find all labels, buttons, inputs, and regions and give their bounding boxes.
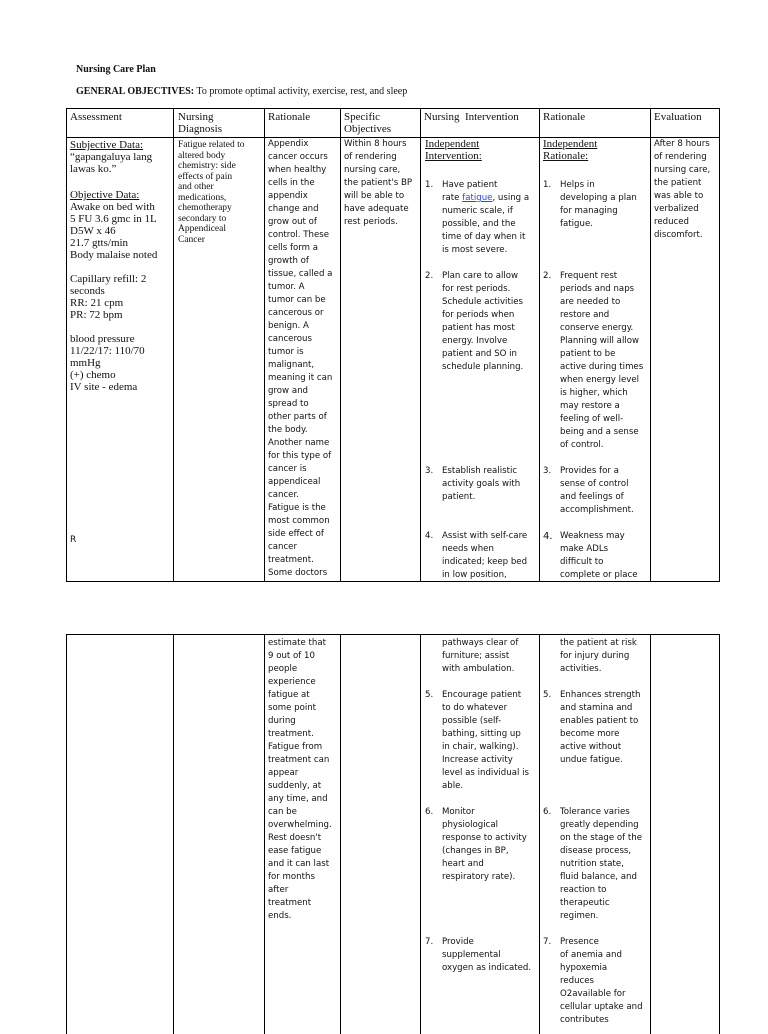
document-title: Nursing Care Plan xyxy=(76,64,156,75)
objectives-label: GENERAL OBJECTIVES: xyxy=(76,86,195,97)
independent-rationale-heading: Independent Rationale: xyxy=(543,138,598,162)
header-nursing-intervention: Nursing Intervention xyxy=(424,111,519,123)
rationale-text-page-1: Appendix cancer occurs when healthy cells in the appendix change and grow out of control. These cells form a growth of tissue, called a tumor. A tumor can be cancerous or benign. A cancerous tumor is malignant, meaning it can grow and spread to other parts of the body. Another name for this type of cancer is appendiceal cancer. Fatigue is the most common side effect of cancer treatment. Some doctors xyxy=(268,139,333,578)
subjective-data-label: Subjective Data: xyxy=(70,139,144,151)
specific-objectives-text: Within 8 hours of rendering nursing care, the patient's BP will be able to have adequate rest periods. xyxy=(344,139,413,227)
rationale-item-2: 2. Frequent rest periods and naps are needed to restore and conserve energy. Planning will allow patient to be active during times when energy level is higher, which may restore a feeling of well- being and a sense of control. xyxy=(543,271,644,450)
evaluation-text: After 8 hours of rendering nursing care, the patient was able to verbalized reduced discomfort. xyxy=(654,139,711,240)
rationale-item-4-continued: the patient at risk for injury during activities. xyxy=(560,638,637,674)
rationale-item-1: 1. Helps in developing a plan for managing fatigue. xyxy=(543,180,637,229)
rationale-text-page-2: estimate that 9 out of 10 people experience fatigue at some point during treatment. Fatigue from treatment can appear suddenly, at any time, and can be overwhelming. Rest doesn't ease fatigue and it can last for months after treatment ends. xyxy=(268,638,332,921)
intervention-item-7: 7. Provide supplemental oxygen as indicated. xyxy=(425,937,532,973)
intervention-item-4-continued: pathways clear of furniture; assist with ambulation. xyxy=(442,638,519,674)
rationale-item-5: 5. Enhances strength and stamina and enables patient to become more active without undue fatigue. xyxy=(543,690,641,765)
nursing-diagnosis-text: Fatigue related to altered body chemistry: side effects of pain and other medications, chemotherapy secondary to Appendiceal Cancer xyxy=(178,140,245,245)
subjective-data-text: “gapangaluya lang lawas ko.” xyxy=(70,151,153,175)
care-plan-table-page-2 xyxy=(66,634,720,1034)
header-rationale: Rationale xyxy=(268,111,311,123)
fatigue-link[interactable]: fatigue xyxy=(462,193,493,203)
header-assessment: Assessment xyxy=(70,111,122,123)
objectives-text: To promote optimal activity, exercise, rest, and sleep xyxy=(196,86,408,97)
intervention-item-6: 6. Monitor physiological response to activity (changes in BP, heart and respiratory rate). xyxy=(425,807,527,882)
rationale-item-6: 6. Tolerance varies greatly depending on the stage of the disease process, nutrition state, fluid balance, and reaction to therapeutic regimen. xyxy=(543,807,642,921)
objective-data-label: Objective Data: xyxy=(70,189,140,201)
header-nursing-diagnosis: Nursing Diagnosis xyxy=(178,111,222,135)
intervention-item-5: 5. Encourage patient to do whatever possible (self- bathing, sitting up in chair, walking). Increase activity level as individual is able. xyxy=(425,690,529,791)
rationale-item-7: 7. Presence of anemia and hypoxemia reduces O2available for cellular uptake and contributes xyxy=(543,937,643,1025)
intervention-item-1: 1. Have patient rate fatigue, using a numeric scale, if possible, and the time of day when it is most severe. xyxy=(425,180,530,255)
care-plan-table-page-1 xyxy=(66,108,720,582)
independent-intervention-heading: Independent Intervention: xyxy=(425,138,482,162)
intervention-item-3: 3. Establish realistic activity goals with patient. xyxy=(425,466,521,502)
objective-data-text: Awake on bed with 5 FU 3.6 gmc in 1L D5W x 46 21.7 gtts/min Body malaise noted Capillary refill: 2 seconds RR: 21 cpm PR: 72 bpm blood pressure 11/22/17: 110/70 mmHg (+) chemo IV site - edema xyxy=(70,201,158,393)
general-objectives xyxy=(76,86,407,97)
header-rationale-2: Rationale xyxy=(543,111,586,123)
intervention-item-2: 2. Plan care to allow for rest periods. Schedule activities for periods when patient has most energy. Involve patient and SO in schedule planning. xyxy=(425,271,524,372)
page-marker: R xyxy=(70,535,77,545)
header-evaluation: Evaluation xyxy=(654,111,702,123)
assessment-cell xyxy=(70,139,172,393)
rationale-item-4: 4. Weakness may make ADLs difficult to complete or place xyxy=(543,531,638,580)
intervention-item-4: 4. Assist with self-care needs when indicated; keep bed in low position, xyxy=(425,531,528,580)
header-specific-objectives: Specific Objectives xyxy=(344,111,392,135)
rationale-item-3: 3. Provides for a sense of control and feelings of accomplishment. xyxy=(543,466,634,515)
